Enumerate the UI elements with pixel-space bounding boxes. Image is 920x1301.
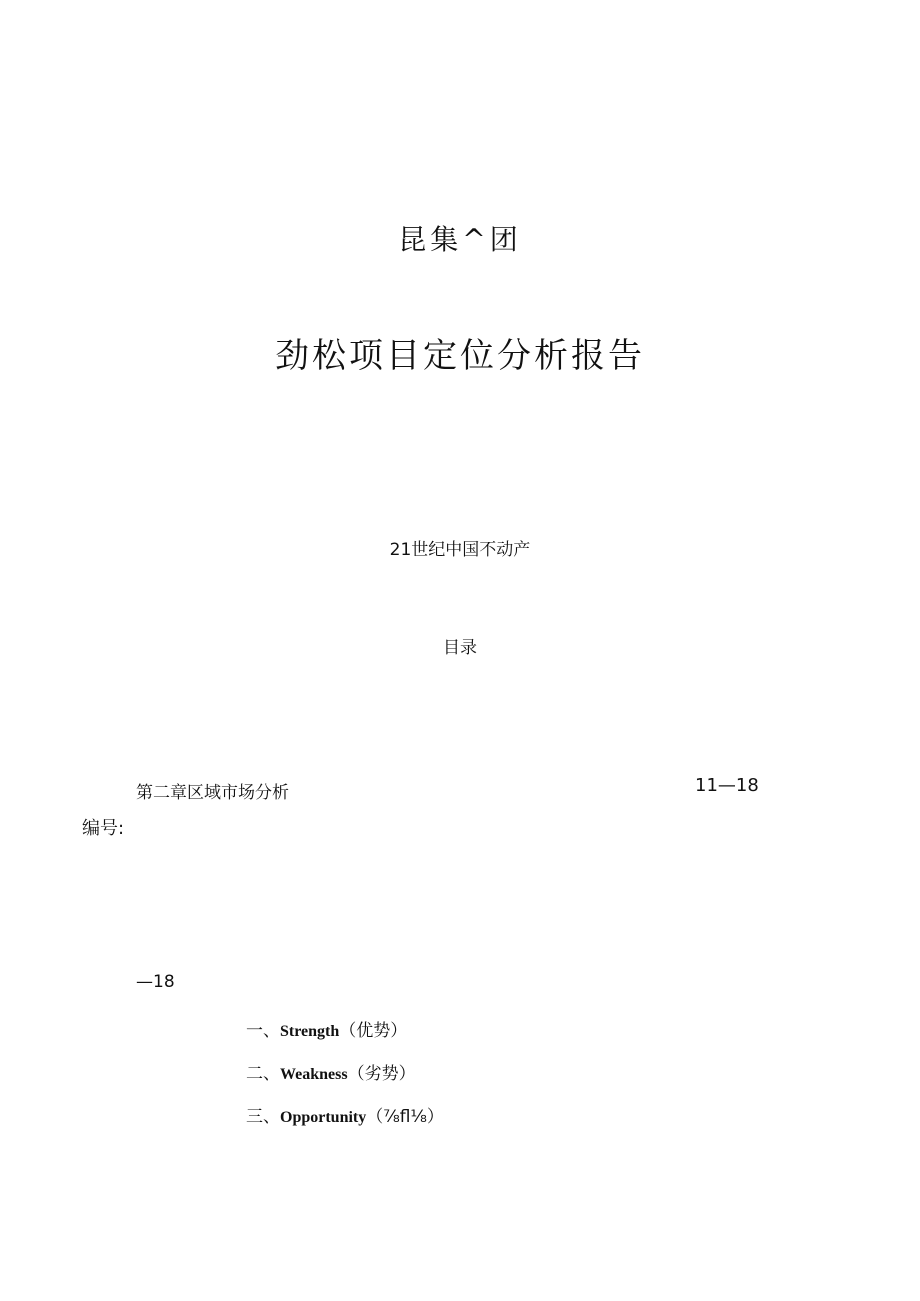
toc-item-prefix: 一、 [246, 1021, 280, 1041]
toc-item-weakness [246, 1059, 416, 1084]
toc-item-term: Weakness [280, 1066, 348, 1083]
toc-item-term: Opportunity [280, 1109, 367, 1126]
company-name: 昆集^团 [398, 223, 522, 256]
toc-item-prefix: 二、 [246, 1064, 280, 1084]
toc-page-range: —18 [136, 972, 175, 992]
toc-item-strength [246, 1016, 407, 1041]
toc-chapter-pages: 11—18 [695, 775, 759, 796]
toc-item-note: （⅞fl⅛） [366, 1107, 444, 1127]
report-title: 劲松项目定位分析报告 [275, 336, 645, 376]
document-number-label: 编号: [82, 818, 125, 839]
toc-item-term: Strength [280, 1023, 340, 1040]
toc-item-opportunity [246, 1102, 444, 1127]
toc-chapter-label: 第二章区域市场分析 [136, 783, 289, 803]
toc-heading: 目录 [443, 638, 477, 658]
report-subtitle: 21世纪中国不动产 [389, 540, 531, 560]
toc-item-prefix: 三、 [246, 1107, 280, 1127]
toc-item-note: （优势） [339, 1021, 408, 1041]
toc-item-note: （劣势） [347, 1064, 416, 1084]
